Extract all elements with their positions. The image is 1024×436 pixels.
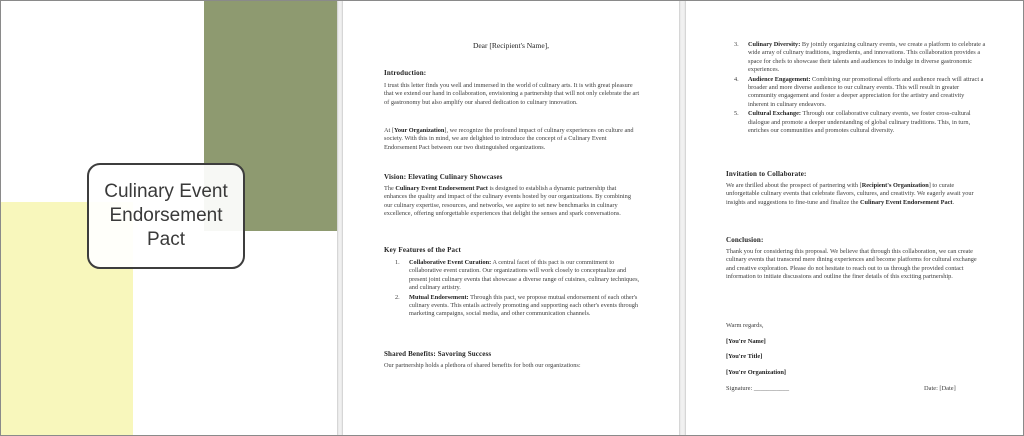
intro-p1-text: I trust this letter finds you well and immersed in the world of culinary arts. It is with great pleasure that we extend our hand in collaboration, envisioning a partnership that will not only celebrate the art of gastronomy but also amplify our shared dedication to culinary innovation.	[384, 82, 640, 106]
sender-organization: [You're Organization]	[726, 369, 787, 376]
cover-page	[0, 0, 337, 436]
list-item-number: 1.	[395, 259, 400, 266]
conclusion-heading: Conclusion:	[726, 236, 764, 244]
letter-page-2	[686, 0, 1024, 436]
intro-p2-post: ], we recognize the profound impact of culinary experiences on culture and society. With this in mind, we are delighted to introduce the concept of a Culinary Event Endorsement Pact between our two distinguished organizations.	[384, 127, 634, 151]
letter-page-1	[343, 0, 679, 436]
list-item-title: Cultural Exchange:	[748, 110, 802, 118]
cover-title-line-3: Pact	[146, 229, 186, 250]
features-heading: Key Features of the Pact	[384, 246, 461, 254]
list-item-number: 3.	[734, 41, 739, 48]
invitation-heading: Invitation to Collaborate:	[726, 170, 807, 178]
vision-heading: Vision: Elevating Culinary Showcases	[384, 173, 503, 181]
closing: Warm regards,	[726, 322, 764, 329]
list-item-title: Audience Engagement:	[748, 75, 811, 83]
vision-post: is designed to establish a dynamic partnership that enhances the quality and impact of the culinary events hosted by our organizations. By combining our culinary expertise, resources, and networks, we aspire to set new benchmarks in culinary excellence, offering unforgettable experiences that delight the senses and spark conversations.	[384, 185, 631, 218]
invite-pre: We are thrilled about the prospect of partnering with [	[726, 182, 862, 189]
intro-p2-pre: At [	[384, 127, 394, 134]
conclusion-text: Thank you for considering this proposal. We believe that through this collaboration, we can create culinary events that transcend mere dining experiences and become platforms for cultural exchange and creative exploration. Please do not hesitate to reach out to us through the provided contact information to initiate discussions and outline the finer details of this exciting partnership.	[726, 248, 977, 281]
vision-bold: Culinary Event Endorsement Pact	[395, 185, 488, 192]
sender-name: [You're Name]	[726, 338, 766, 345]
list-item-text: Combining our promotional efforts and audience reach will attract a broader and more diverse audience to our culinary events. This will result in greater community engagement and foster a deeper appreciation for the artistry and creativity inherent in culinary endeavors.	[748, 75, 984, 108]
list-item-text: By jointly organizing culinary events, we create a platform to celebrate a wide array of culinary traditions, ingredients, and innovations. This collaboration provides a space for chefs to showcase their talents and audiences to indulge in diverse gastronomic experiences.	[748, 41, 986, 74]
invite-post: .	[952, 198, 955, 206]
list-item-number: 2.	[395, 293, 400, 301]
list-item-text: Through this pact, we propose mutual endorsement of each other's culinary events. This entails actively promoting and supporting each other's events through marketing campaigns, social media, and other communication channels.	[409, 293, 639, 318]
signature-line: Signature: ___________	[726, 385, 790, 392]
list-item	[395, 259, 640, 293]
list-item	[395, 294, 640, 319]
invite-bold-2: Culinary Event Endorsement Pact	[859, 198, 953, 206]
benefits-list-continued	[734, 41, 986, 136]
list-item-number: 4.	[734, 75, 739, 83]
cover-title-line-2: Endorsement	[109, 205, 223, 226]
cover-title-line-1: Culinary Event	[104, 181, 228, 202]
conclusion-paragraph	[726, 248, 984, 282]
benefits-text: Our partnership holds a plethora of shared benefits for both our organizations:	[384, 362, 581, 369]
invite-bold-1: Recipient's Organization	[861, 182, 929, 189]
list-item-title: Mutual Endorsement:	[409, 293, 469, 301]
date-line: Date: [Date]	[924, 385, 956, 392]
introduction-paragraph-1	[384, 82, 640, 107]
benefits-heading: Shared Benefits: Savoring Success	[384, 350, 492, 358]
introduction-heading: Introduction:	[384, 69, 427, 77]
cover-title-box	[87, 163, 245, 269]
list-item	[734, 110, 986, 135]
list-item-title: Collaborative Event Curation:	[409, 259, 492, 266]
list-item-number: 5.	[734, 110, 739, 118]
intro-p2-bold: Your Organization	[393, 127, 445, 134]
features-list	[395, 259, 640, 320]
invite-mid: ] to curate unforgettable culinary events that celebrate flavors, cultures, and creativity. We eagerly await your insights and suggestions to fine-tune and finalize the	[726, 182, 974, 206]
sender-title: [You're Title]	[726, 353, 763, 360]
benefits-paragraph	[384, 362, 640, 370]
vision-pre: The	[384, 185, 396, 192]
introduction-paragraph-2	[384, 127, 640, 152]
invitation-paragraph	[726, 182, 984, 207]
salutation: Dear [Recipient's Name],	[472, 41, 550, 50]
list-item	[734, 76, 986, 110]
list-item-text: A central facet of this pact is our commitment to collaborative event curation. Our organizations will work closely to conceptualize and present joint culinary events that showcase a diverse range of cuisines, culinary techniques, and culinary artistry.	[409, 259, 640, 292]
list-item-title: Culinary Diversity:	[748, 41, 801, 48]
list-item-text: Through our collaborative culinary events, we foster cross-cultural dialogue and promote a deeper understanding of global culinary traditions. This, in turn, enriches our communities and promotes cultural diversity.	[748, 110, 971, 135]
vision-paragraph	[384, 185, 640, 219]
list-item	[734, 41, 986, 75]
